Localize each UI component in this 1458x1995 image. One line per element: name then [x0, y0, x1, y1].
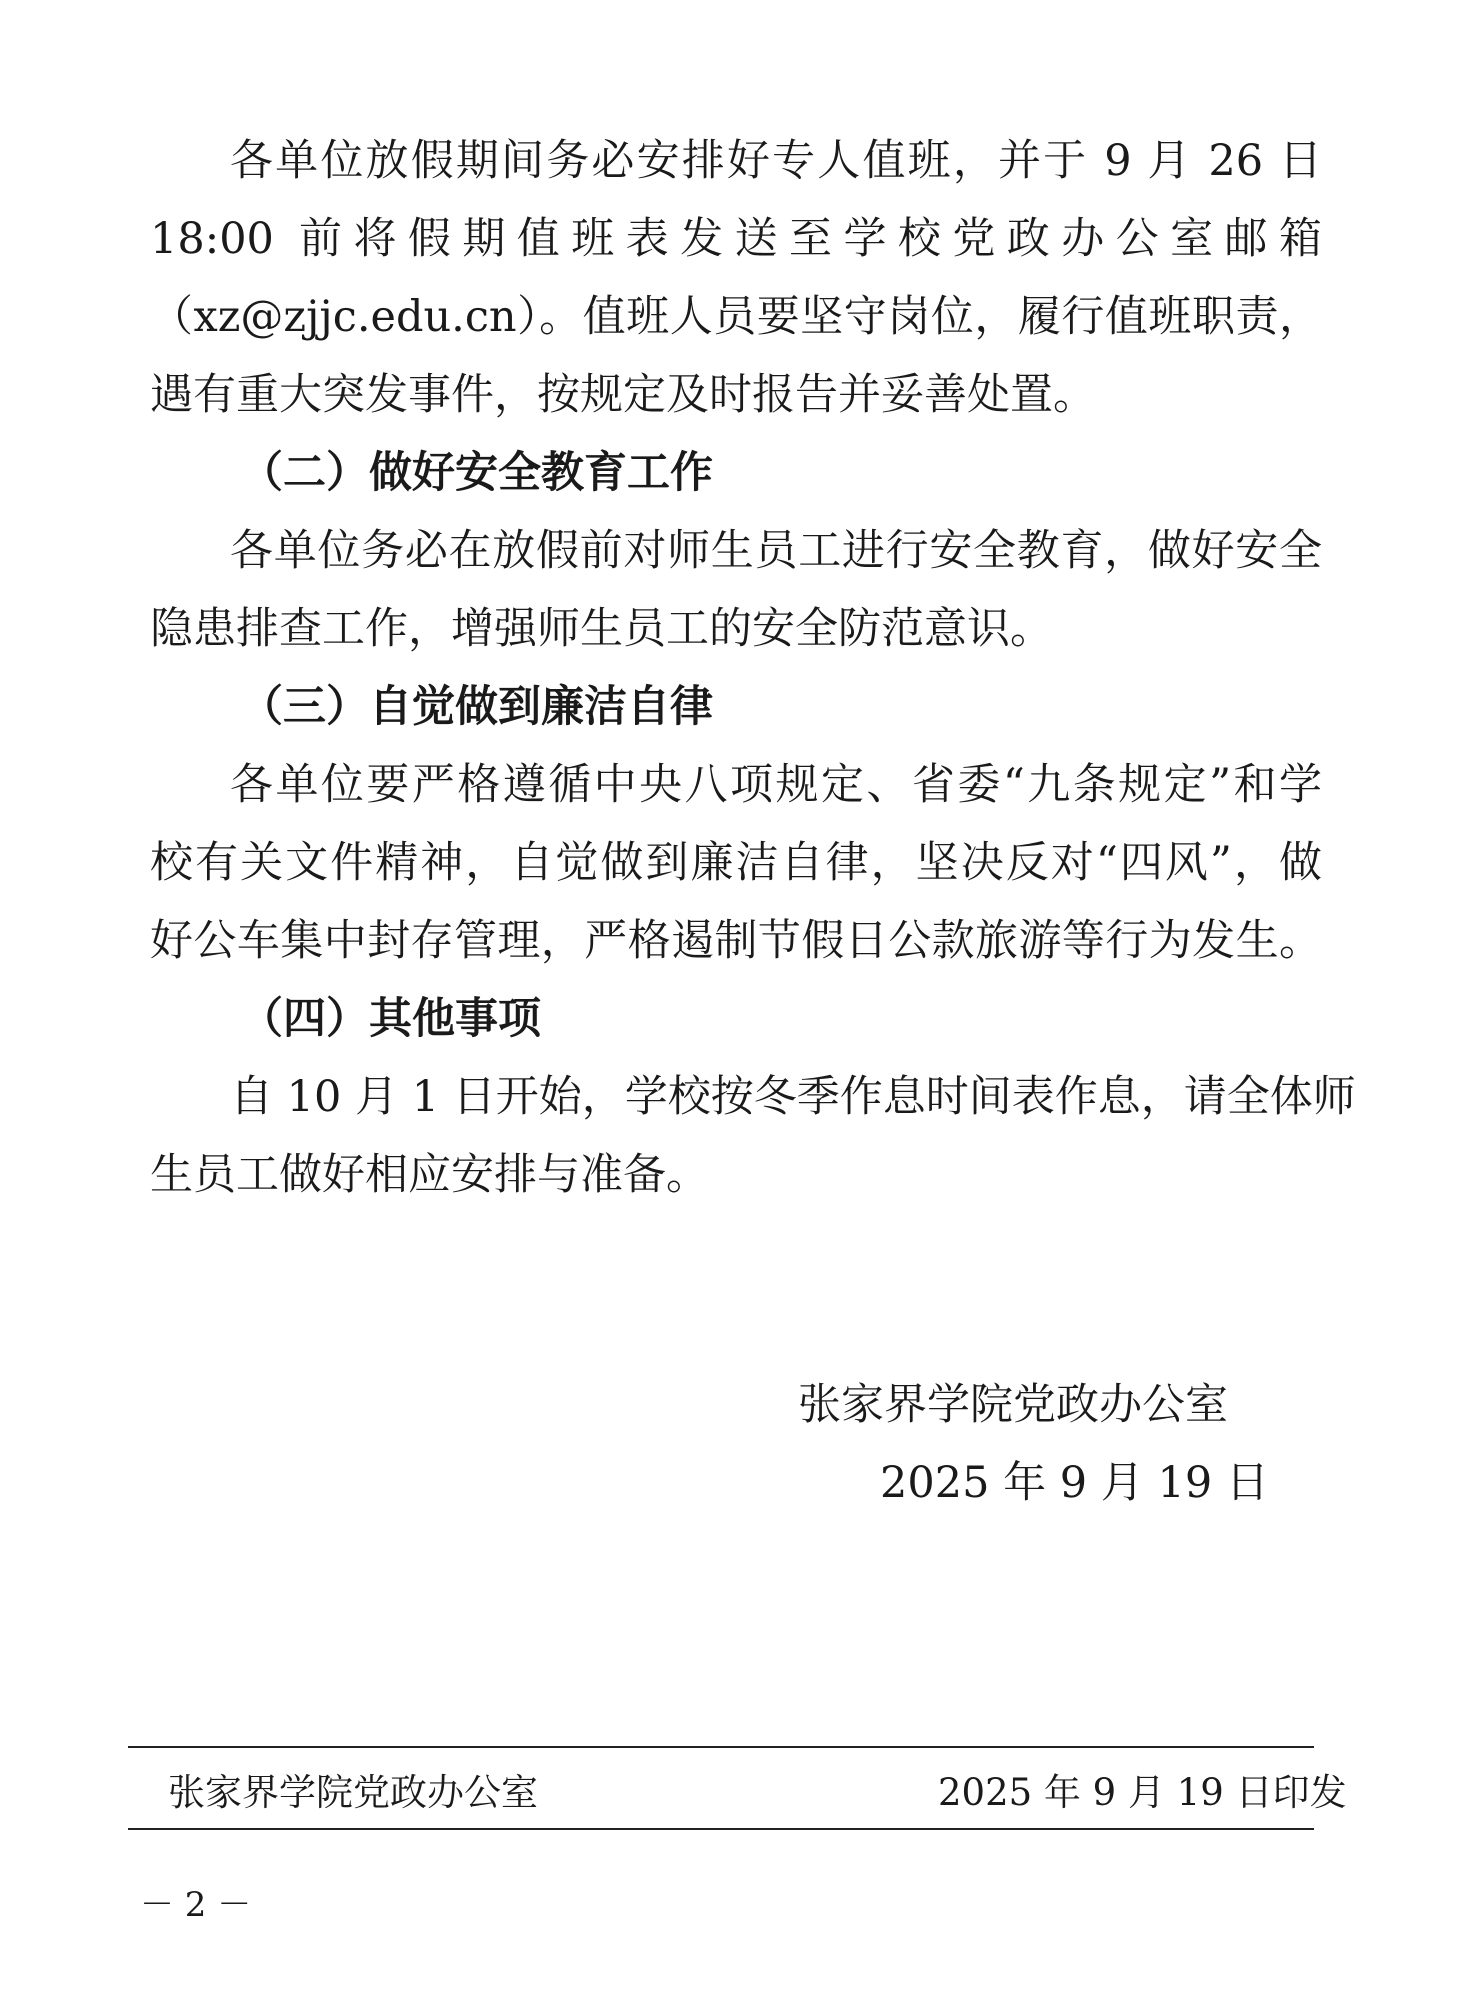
body-line: 各单位放假期间务必安排好专人值班，并于 9 月 26 日 — [230, 136, 1322, 186]
body-line: 遇有重大突发事件，按规定及时报告并妥善处置。 — [150, 370, 1096, 420]
body-line: （xz@zjjc.edu.cn）。值班人员要坚守岗位，履行值班职责， — [150, 292, 1322, 342]
footer-issuer: 张家界学院党政办公室 — [168, 1771, 538, 1814]
signature-organization: 张家界学院党政办公室 — [798, 1380, 1228, 1430]
page-number: － 2 － — [140, 1885, 252, 1925]
body-line: 各单位要严格遵循中央八项规定、省委“九条规定”和学 — [230, 760, 1322, 810]
footer-bottom-rule — [128, 1828, 1314, 1830]
body-line: 隐患排查工作，增强师生员工的安全防范意识。 — [150, 604, 1053, 654]
footer-top-rule — [128, 1746, 1314, 1748]
body-line: 好公车集中封存管理，严格遏制节假日公款旅游等行为发生。 — [150, 916, 1322, 966]
body-line: 自 10 月 1 日开始，学校按冬季作息时间表作息，请全体师 — [230, 1072, 1356, 1122]
body-line: 各单位务必在放假前对师生员工进行安全教育，做好安全 — [230, 526, 1322, 576]
body-line: 生员工做好相应安排与准备。 — [150, 1150, 709, 1200]
signature-date: 2025 年 9 月 19 日 — [880, 1458, 1269, 1508]
body-line: 18:00 前将假期值班表发送至学校党政办公室邮箱 — [150, 214, 1322, 264]
section-heading: （二）做好安全教育工作 — [240, 448, 713, 498]
body-line: 校有关文件精神，自觉做到廉洁自律，坚决反对“四风”，做 — [150, 838, 1322, 888]
footer-issue-date: 2025 年 9 月 19 日印发 — [938, 1771, 1347, 1814]
section-heading: （四）其他事项 — [240, 994, 541, 1044]
section-heading: （三）自觉做到廉洁自律 — [240, 682, 713, 732]
